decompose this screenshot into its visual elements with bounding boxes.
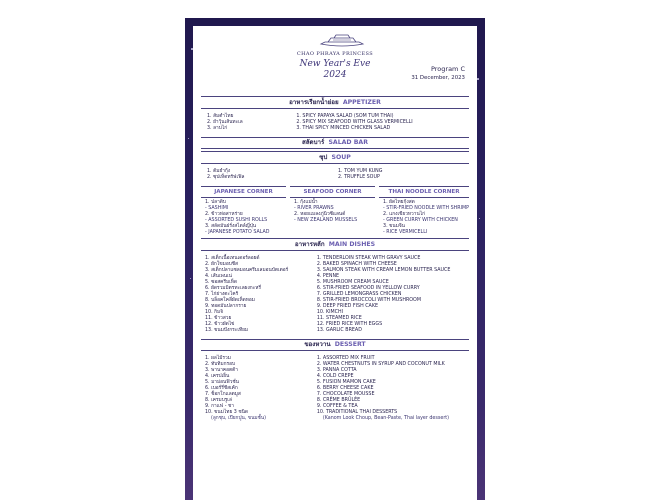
- list-item: - STIR-FRIED NOODLE WITH SHRIMP: [383, 206, 470, 212]
- main-english-list: [317, 256, 465, 334]
- dessert-heading-en: DESSERT: [334, 341, 366, 349]
- list-item: 6. STIR-FRIED SEAFOOD IN YELLOW CURRY: [316, 285, 420, 291]
- list-item: 8. บล็อคโคลี่ผัดเห็ดหอม: [205, 297, 255, 303]
- list-item: 10. กิมจิ: [205, 309, 224, 315]
- list-item: 2. แกงเขียวหวานไก่: [383, 212, 426, 218]
- appetizer-heading: [201, 96, 469, 109]
- list-item: 1. TOM YUM KUNG: [338, 169, 383, 175]
- soup-heading-en: SOUP: [331, 153, 351, 161]
- soup-list: [201, 166, 469, 184]
- list-item: 7. ช็อกโกแลตมูส: [205, 392, 241, 398]
- list-item: 2. ผักโขมอบชีส: [205, 261, 238, 267]
- soup-thai-list: [207, 169, 332, 181]
- list-item: 9. COFFEE & TEA: [316, 404, 358, 410]
- list-item: 9. ทอดมันปลากราย: [205, 303, 247, 309]
- event-title: New Year's Eve: [299, 59, 371, 69]
- cruise-ship-logo-icon: [319, 34, 365, 48]
- corner-title: SEAFOOD CORNER: [290, 186, 375, 198]
- main-dishes-list: [201, 253, 469, 337]
- list-item: 8. CRÈME BRÛLÉE: [316, 398, 361, 404]
- seafood-corner: [290, 186, 375, 236]
- list-item: - RIVER PRAWNS: [294, 206, 334, 212]
- main-thai-list: [205, 256, 311, 334]
- list-item: - JAPANESE POTATO SALAD: [205, 230, 270, 236]
- salad-bar-heading-en: SALAD BAR: [328, 139, 368, 147]
- appetizer-thai-list: [207, 114, 290, 132]
- list-item: 7. CHOCOLATE MOUSSE: [316, 392, 375, 398]
- corner-items: [290, 200, 375, 224]
- main-dishes-heading: [201, 238, 469, 251]
- list-item: 1. ผลไม้รวม: [205, 356, 231, 362]
- program-label: Program C: [430, 65, 465, 73]
- list-item: 13. GARLIC BREAD: [316, 327, 362, 333]
- list-item: (ลูกชุบ, เปียกปูน, ขนมชั้น): [211, 416, 266, 422]
- list-item: 5. ซอสครีมเห็ด: [205, 279, 238, 285]
- list-item: 5. FUSION MAMON CAKE: [316, 380, 376, 386]
- list-item: 1. ปลาดิบ: [205, 200, 226, 206]
- list-item: 12. ข้าวผัดไข่: [205, 321, 235, 327]
- list-item: 2. TRUFFLE SOUP: [338, 175, 380, 181]
- list-item: 11. ข้าวสวย: [205, 315, 232, 321]
- list-item: 9. กาแฟ - ชา: [205, 404, 234, 410]
- list-item: 1. SPICY PAPAYA SALAD (SOM TUM THAI): [296, 113, 394, 119]
- list-item: 3. SALMON STEAK WITH CREAM LEMON BUTTER SAUCE: [316, 267, 451, 273]
- list-item: 6. ผัดรวมมิตรทะเลผงกะหรี่: [205, 285, 262, 291]
- list-item: 2. หอยแมลงภู่นิวซีแลนด์: [294, 212, 346, 218]
- list-item: 2. ทับทิมกรอบ: [205, 362, 236, 368]
- soup-heading: [201, 151, 469, 164]
- list-item: 5. มาม่อนฟิวชั่น: [205, 380, 239, 386]
- soup-heading-th: ซุป: [319, 153, 328, 161]
- list-item: 10. TRADITIONAL THAI DESSERTS: [316, 410, 398, 416]
- salad-bar-heading: [201, 137, 469, 150]
- main-dishes-heading-th: อาหารหลัก: [294, 240, 325, 248]
- list-item: 3. สลัดมันฝรั่งสไตล์ญี่ปุ่น: [205, 224, 257, 230]
- list-item: - NEW ZEALAND MUSSELS: [294, 218, 358, 224]
- food-corners: [201, 186, 469, 236]
- japanese-corner: [201, 186, 286, 236]
- list-item: 2. ยำวุ้นเส้นทะเล: [207, 119, 243, 125]
- menu-sheet: [193, 26, 477, 500]
- menu-card-frame: [185, 18, 485, 500]
- list-item: 2. ข้าวห่อสาหร่าย: [205, 212, 243, 218]
- list-item: - GREEN CURRY WITH CHICKEN: [383, 218, 458, 224]
- list-item: 3. PANNA COTTA: [316, 368, 357, 374]
- list-item: - SASHIMI: [205, 206, 229, 212]
- list-item: 1. กุ้งแม่น้ำ: [294, 200, 318, 206]
- list-item: 8. เครมบรูเล่: [205, 398, 232, 404]
- dessert-english-list: [317, 356, 465, 422]
- list-item: 4. COLD CREPE: [316, 374, 354, 380]
- list-item: (Kanom Look Choup, Bean-Paste, Thai layer dessert): [322, 416, 450, 422]
- list-item: 4. เส้นเพนเน่: [205, 273, 232, 279]
- event-year: 2024: [323, 70, 347, 80]
- brand-name: CHAO PHRAYA PRINCESS: [296, 51, 374, 57]
- list-item: 2. WATER CHESTNUTS IN SYRUP AND COCONUT MILK: [316, 362, 445, 368]
- soup-english-list: [338, 169, 463, 181]
- list-item: 13. ขนมปังกระเทียม: [205, 327, 249, 333]
- corner-title: THAI NOODLE CORNER: [379, 186, 469, 198]
- list-item: 3. พานาคอตต้า: [205, 368, 238, 374]
- list-item: - RICE VERMICELLI: [383, 230, 428, 236]
- list-item: - ASSORTED SUSHI ROLLS: [205, 218, 268, 224]
- list-item: 1. ASSORTED MIX FRUIT: [316, 356, 375, 362]
- list-item: 10. KIMCHI: [316, 309, 344, 315]
- list-item: 12. FRIED RICE WITH EGGS: [316, 321, 383, 327]
- dessert-heading-th: ของหวาน: [304, 341, 331, 349]
- list-item: 9. DEEP FRIED FISH CAKE: [316, 303, 379, 309]
- list-item: 10. ขนมไทย 3 ชนิด: [205, 410, 249, 416]
- main-dishes-heading-en: MAIN DISHES: [328, 240, 376, 248]
- dessert-list: [201, 353, 469, 425]
- dessert-heading: [201, 339, 469, 352]
- list-item: 2. BAKED SPINACH WITH CHEESE: [316, 261, 397, 267]
- list-item: 3. สเต็กปลาแซลมอนครีมเลมอนบัตเตอร์: [205, 267, 289, 273]
- list-item: 11. STEAMED RICE: [316, 315, 362, 321]
- list-item: 7. GRILLED LEMONGRASS CHICKEN: [316, 291, 402, 297]
- list-item: 2. ซุปเห็ดทรัฟเฟิล: [207, 175, 245, 181]
- salad-bar-heading-th: สลัดบาร์: [301, 139, 325, 147]
- list-item: 1. TENDERLOIN STEAK WITH GRAVY SAUCE: [316, 255, 421, 261]
- program-date: 31 December, 2023: [411, 75, 465, 81]
- list-item: 3. ขนมจีน: [383, 224, 405, 230]
- list-item: 1. สเต็กเนื้อเทนเดอร์ลอยด์: [205, 255, 260, 261]
- list-item: 8. STIR-FRIED BROCCOLI WITH MUSHROOM: [316, 297, 421, 303]
- thai-noodle-corner: [379, 186, 469, 236]
- appetizer-heading-th: อาหารเรียกน้ำย่อย: [289, 98, 339, 106]
- list-item: 7. ไก่ย่างตะไคร้: [205, 291, 239, 297]
- dessert-thai-list: [205, 356, 311, 422]
- list-item: 1. สัมตำไทย: [207, 113, 234, 119]
- list-item: 2. SPICY MIX SEAFOOD WITH GLASS VERMICELLI: [296, 119, 413, 125]
- list-item: 3. ลาบไก่: [207, 125, 228, 131]
- appetizer-list: [201, 111, 469, 135]
- list-item: 6. BERRY CHEESE CAKE: [316, 386, 374, 392]
- corner-title: JAPANESE CORNER: [201, 186, 286, 198]
- list-item: 1. ผัดไทยกุ้งสด: [383, 200, 415, 206]
- list-item: 4. PENNE: [316, 273, 340, 279]
- list-item: 6. เบอร์รี่ชีสเค้ก: [205, 386, 238, 392]
- appetizer-heading-en: APPETIZER: [342, 98, 381, 106]
- corner-items: [201, 200, 286, 236]
- list-item: 1. ต้มยำกุ้ง: [207, 169, 231, 175]
- appetizer-english-list: [296, 114, 463, 132]
- menu-header: [201, 32, 469, 94]
- corner-items: [379, 200, 469, 236]
- list-item: 5. MUSHROOM CREAM SAUCE: [316, 279, 389, 285]
- list-item: 3. THAI SPICY MINCED CHICKEN SALAD: [296, 125, 391, 131]
- list-item: 4. เครปเย็น: [205, 374, 230, 380]
